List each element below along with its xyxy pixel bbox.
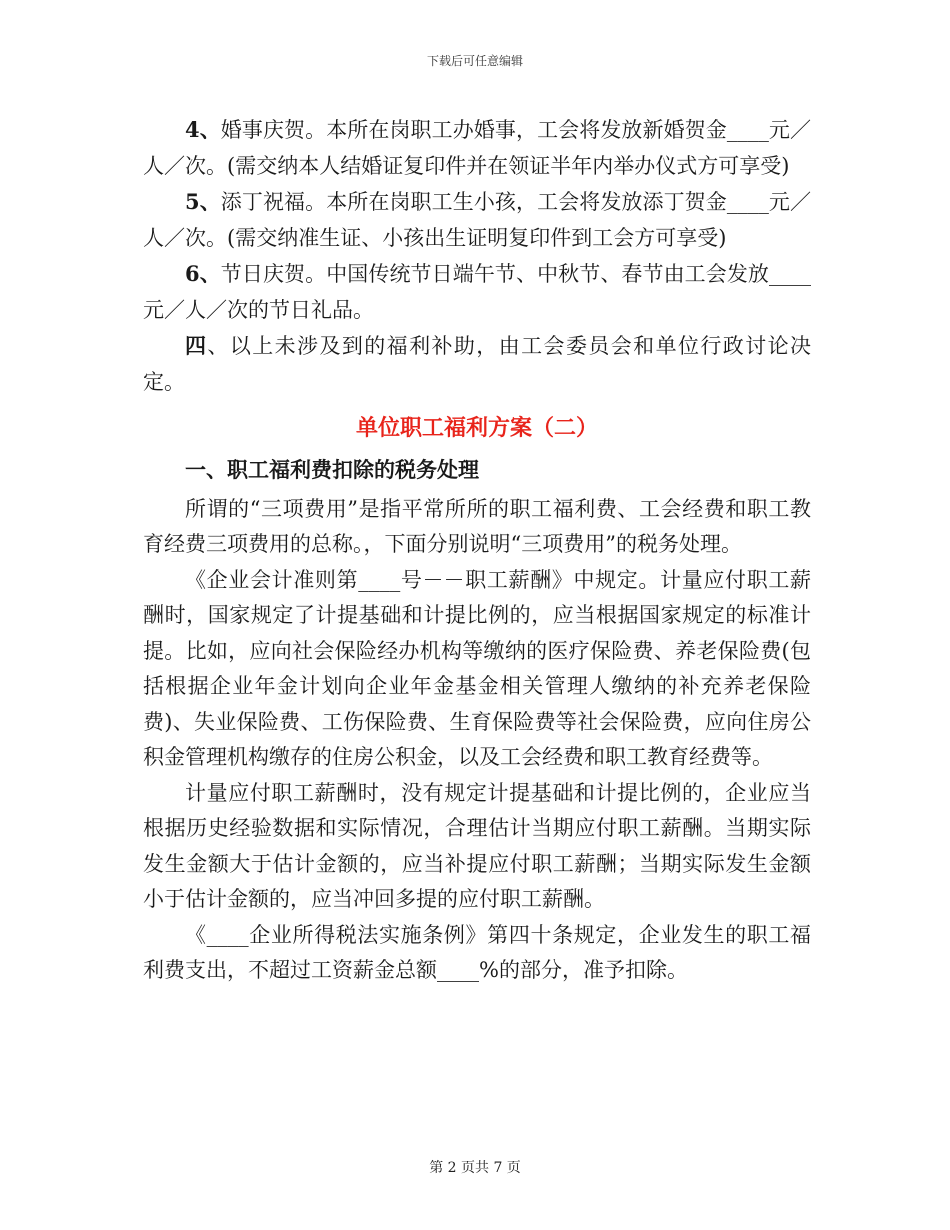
list-item-4 xyxy=(143,112,811,184)
item-number: 6、 xyxy=(185,261,221,286)
section-title: 单位职工福利方案（二） xyxy=(355,415,598,441)
subheading: 一、职工福利费扣除的税务处理 xyxy=(185,457,479,482)
paragraph: 所谓的“三项费用”是指平常所所的职工福利费、工会经费和职工教育经费三项费用的总称。，下面分别说明“三项费用”的税务处理。 xyxy=(143,496,811,556)
section-text: 、以上未涉及到的福利补助，由工会委员会和单位行政讨论决定。 xyxy=(143,334,812,394)
section-four xyxy=(143,328,811,400)
item-number: 4、 xyxy=(185,117,221,142)
paragraph: 《企业会计准则第____号－－职工薪酬》中规定。计量应付职工薪酬时，国家规定了计提基础和计提比例的，应当根据国家规定的标准计提。比如，应向社会保险经办机构等缴纳的医疗保险费、养老保险费(包括根据企业年金计划向企业年金基金相关管理人缴纳的补充养老保险费)、失业保险费、工伤保险费、生育保险费等社会保险费，应向住房公积金管理机构缴存的住房公积金，以及工会经费和职工教育经费等。 xyxy=(143,567,811,769)
paragraph: 《____企业所得税法实施条例》第四十条规定，企业发生的职工福利费支出，不超过工资薪金总额____%的部分，准予扣除。 xyxy=(143,922,811,982)
list-item-6 xyxy=(143,256,811,328)
item-number: 5、 xyxy=(185,189,221,214)
section-number: 四 xyxy=(185,333,208,358)
page-header: 下载后可任意编辑 xyxy=(426,54,523,68)
list-item-5 xyxy=(143,184,811,256)
item-text: 节日庆贺。中国传统节日端午节、中秋节、春节由工会发放____元／人／次的节日礼品。 xyxy=(143,262,811,322)
paragraph: 计量应付职工薪酬时，没有规定计提基础和计提比例的，企业应当根据历史经验数据和实际情况，合理估计当期应付职工薪酬。当期实际发生金额大于估计金额的，应当补提应付职工薪酬；当期实际发生金额小于估计金额的，应当冲回多提的应付职工薪酬。 xyxy=(143,780,811,911)
item-text: 婚事庆贺。本所在岗职工办婚事，工会将发放新婚贺金____元／人／次。(需交纳本人结婚证复印件并在领证半年内举办仪式方可享受) xyxy=(143,118,811,178)
item-text: 添丁祝福。本所在岗职工生小孩，工会将发放添丁贺金____元／人／次。(需交纳准生证、小孩出生证明复印件到工会方可享受) xyxy=(143,190,811,250)
page-footer: 第 2 页共 7 页 xyxy=(429,1160,521,1176)
document-body xyxy=(143,112,811,989)
